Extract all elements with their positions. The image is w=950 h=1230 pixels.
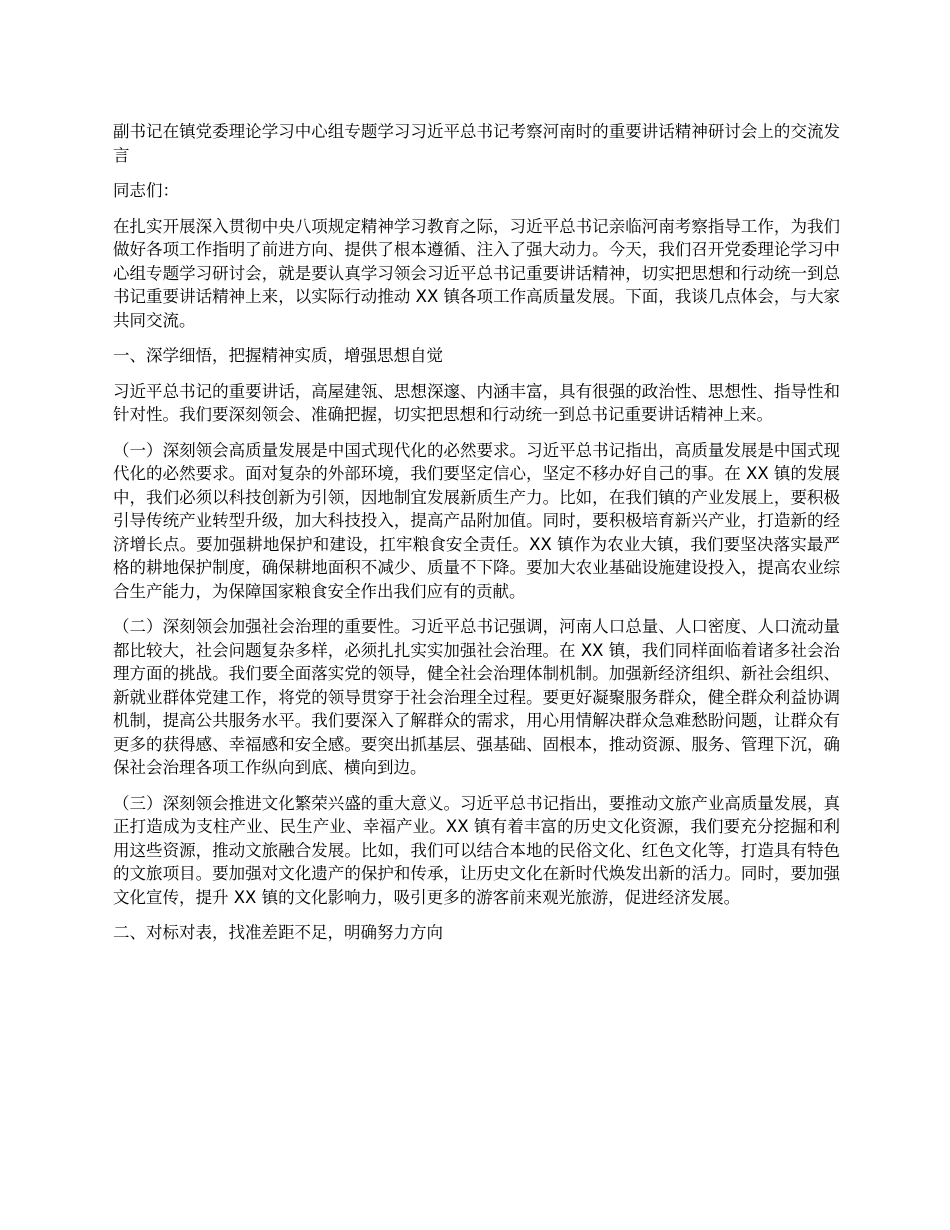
- section-heading-2: 二、对标对表，找准差距不足，明确努力方向: [113, 923, 443, 942]
- paragraph-section-1-intro: 习近平总书记的重要讲话，高屋建瓴、思想深邃、内涵丰富，具有很强的政治性、思想性、指导性和针对性。我们要深刻领会、准确把握，切实把思想和行动统一到总书记重要讲话精神上来。: [113, 381, 840, 424]
- paragraph-intro: 在扎实开展深入贯彻中央八项规定精神学习教育之际，习近平总书记亲临河南考察指导工作，为我们做好各项工作指明了前进方向、提供了根本遵循、注入了强大动力。今天，我们召开党委理论学习中心组专题学习研讨会，就是要认真学习领会习近平总书记重要讲话精神，切实把思想和行动统一到总书记重要讲话精神上来，以实际行动推动 XX 镇各项工作高质量发展。下面，我谈几点体会，与大家共同交流。: [113, 216, 840, 330]
- salutation: 同志们：: [113, 181, 179, 200]
- paragraph-point-2: （二）深刻领会加强社会治理的重要性。习近平总书记强调，河南人口总量、人口密度、人口流动量都比较大，社会问题复杂多样，必须扎扎实实加强社会治理。在 XX 镇，我们同样面临着诸多社会治理方面的挑战。我们要全面落实党的领导，健全社会治理体制机制。加强新经济组织、新社会组织、新就业群体党建工作，将党的领导贯穿于社会治理全过程。要更好凝聚服务群众，健全群众利益协调机制，提高公共服务水平。我们要深入了解群众的需求，用心用情解决群众急难愁盼问题，让群众有更多的获得感、幸福感和安全感。要突出抓基层、强基础、固根本，推动资源、服务、管理下沉，确保社会治理各项工作纵向到底、横向到边。: [113, 617, 840, 777]
- document-page: [113, 120, 840, 957]
- paragraph-point-1: （一）深刻领会高质量发展是中国式现代化的必然要求。习近平总书记指出，高质量发展是中国式现代化的必然要求。面对复杂的外部环境，我们要坚定信心，坚定不移办好自己的事。在 XX 镇的发展中，我们必须以科技创新为引领，因地制宜发展新质生产力。比如，在我们镇的产业发展上，要积极引导传统产业转型升级，加大科技投入，提高产品附加值。同时，要积极培育新兴产业，打造新的经济增长点。要加强耕地保护和建设，扛牢粮食安全责任。XX 镇作为农业大镇，我们要坚决落实最严格的耕地保护制度，确保耕地面积不减少、质量不下降。要加大农业基础设施建设投入，提高农业综合生产能力，为保障国家粮食安全作出我们应有的贡献。: [113, 440, 840, 601]
- section-heading-1: 一、深学细悟，把握精神实质，增强思想自觉: [113, 346, 443, 365]
- paragraph-point-3: （三）深刻领会推进文化繁荣兴盛的重大意义。习近平总书记指出，要推动文旅产业高质量发展，真正打造成为支柱产业、民生产业、幸福产业。XX 镇有着丰富的历史文化资源，我们要充分挖掘和利用这些资源，推动文旅融合发展。比如，我们可以结合本地的民俗文化、红色文化等，打造具有特色的文旅项目。要加强对文化遗产的保护和传承，让历史文化在新时代焕发出新的活力。同时，要加强文化宣传，提升 XX 镇的文化影响力，吸引更多的游客前来观光旅游，促进经济发展。: [113, 793, 840, 907]
- document-title: 副书记在镇党委理论学习中心组专题学习习近平总书记考察河南时的重要讲话精神研讨会上的交流发言: [113, 122, 840, 165]
